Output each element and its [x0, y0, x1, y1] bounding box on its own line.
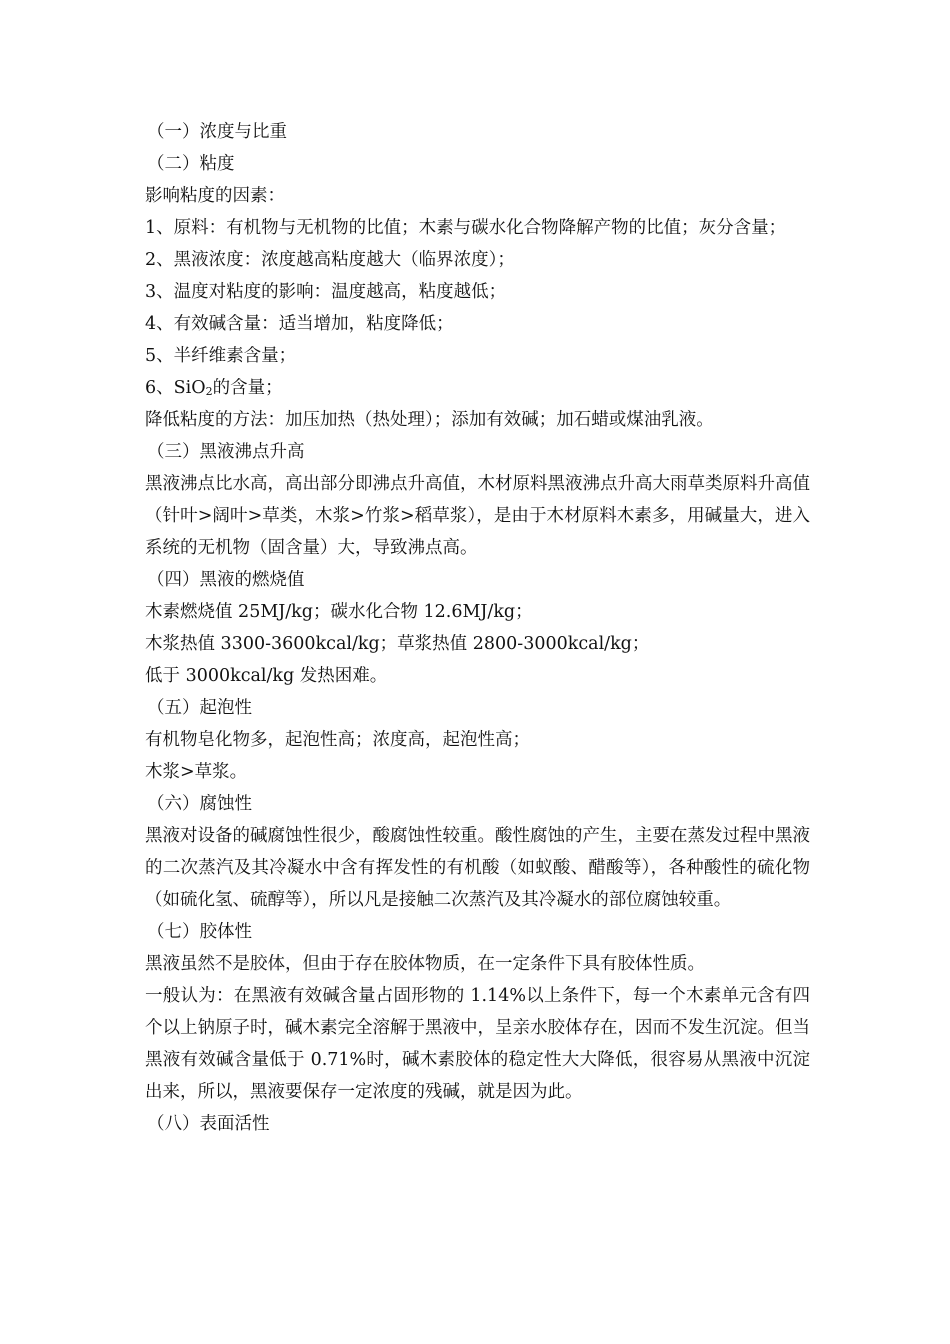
colloid-line-1: 黑液虽然不是胶体，但由于存在胶体物质，在一定条件下具有胶体性质。 [145, 954, 705, 974]
section-heading-surface-activity: （八）表面活性 [147, 1114, 270, 1134]
viscosity-factor-3: 3、温度对粘度的影响：温度越高，粘度越低； [145, 282, 507, 302]
section-heading-foaming: （五）起泡性 [147, 698, 252, 718]
viscosity-reduction-method: 降低粘度的方法：加压加热（热处理）；添加有效碱；加石蜡或煤油乳液。 [145, 410, 714, 430]
section-heading-heating-value: （四）黑液的燃烧值 [147, 570, 305, 590]
corrosion-paragraph: 黑液对设备的碱腐蚀性很少，酸腐蚀性较重。酸性腐蚀的产生，主要在蒸发过程中黑液的二次蒸汽及其冷凝水中含有挥发性的有机酸（如蚁酸、醋酸等），各种酸性的硫化物（如硫化氢、硫醇等），所以凡是接触二次蒸汽及其冷凝水的部位腐蚀较重。 [145, 826, 810, 910]
sio2-prefix: 6、SiO [145, 378, 206, 398]
viscosity-factor-2: 2、黑液浓度：浓度越高粘度越大（临界浓度）； [145, 250, 515, 270]
section-heading-corrosion: （六）腐蚀性 [147, 794, 252, 814]
heating-value-line-1: 木素燃烧值 25MJ/kg；碳水化合物 12.6MJ/kg； [145, 602, 533, 622]
sio2-suffix: 的含量； [212, 378, 283, 398]
viscosity-factor-5: 5、半纤维素含量； [145, 346, 297, 366]
viscosity-factor-1: 1、原料：有机物与无机物的比值；木素与碳水化合物降解产物的比值；灰分含量； [145, 218, 787, 238]
viscosity-factor-6 [145, 372, 810, 404]
foaming-line-1: 有机物皂化物多，起泡性高；浓度高，起泡性高； [145, 730, 530, 750]
colloid-paragraph: 一般认为：在黑液有效碱含量占固形物的 1.14%以上条件下，每一个木素单元含有四个以上钠原子时，碱木素完全溶解于黑液中，呈亲水胶体存在，因而不发生沉淀。但当黑液有效碱含量低于 0.71%时，碱木素胶体的稳定性大大降低，很容易从黑液中沉淀出来，所以，黑液要保存一定浓度的残碱，就是因为此。 [145, 986, 810, 1102]
boiling-point-paragraph: 黑液沸点比水高，高出部分即沸点升高值，木材原料黑液沸点升高大雨草类原料升高值（针叶>阔叶>草类，木浆>竹浆>稻草浆），是由于木材原料木素多，用碱量大，进入系统的无机物（固含量）大，导致沸点高。 [145, 474, 810, 558]
viscosity-intro: 影响粘度的因素： [145, 186, 285, 206]
viscosity-factor-4: 4、有效碱含量：适当增加，粘度降低； [145, 314, 454, 334]
foaming-line-2: 木浆>草浆。 [145, 762, 248, 782]
section-heading-colloid: （七）胶体性 [147, 922, 252, 942]
section-heading-boiling-point: （三）黑液沸点升高 [147, 442, 305, 462]
section-heading-concentration: （一）浓度与比重 [147, 122, 287, 142]
document-page [145, 116, 810, 1140]
heating-value-line-3: 低于 3000kcal/kg 发热困难。 [145, 666, 388, 686]
section-heading-viscosity: （二）粘度 [147, 154, 235, 174]
heating-value-line-2: 木浆热值 3300-3600kcal/kg；草浆热值 2800-3000kcal/kg； [145, 634, 650, 654]
sio2-subscript: 2 [205, 385, 213, 398]
